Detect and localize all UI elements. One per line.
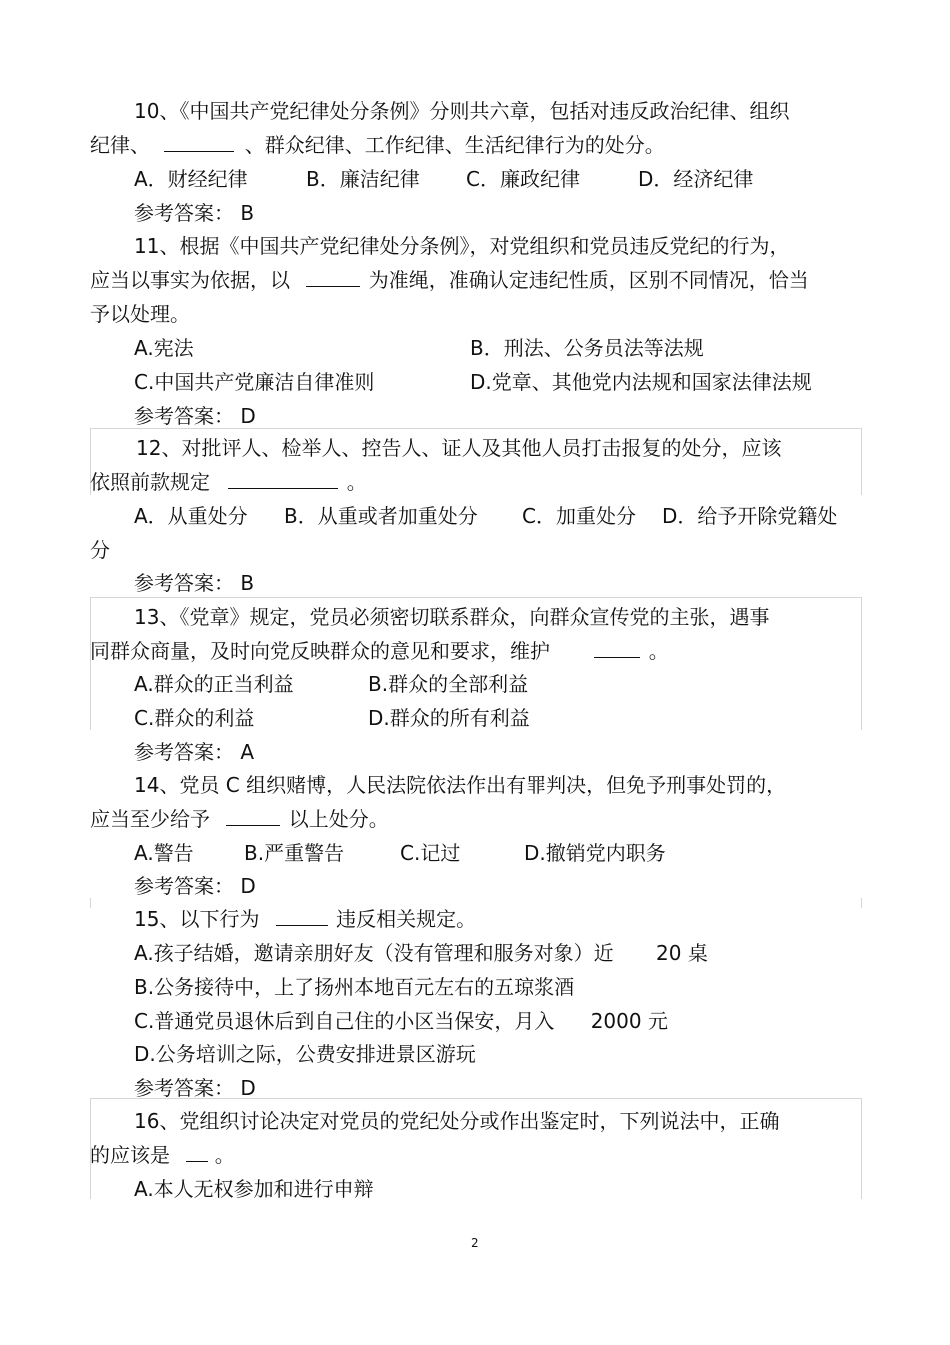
q15-stem-part1: 15、以下行为	[134, 907, 260, 931]
q14-stem-part2: 以上处分。	[288, 807, 389, 831]
q13-option-a: A.群众的正当利益	[134, 672, 294, 696]
q14-stem-line2	[90, 807, 389, 831]
q10-option-a: A．财经纪律	[134, 167, 248, 191]
q15-stem-part2: 违反相关规定。	[336, 907, 477, 931]
q16-option-a: A.本人无权参加和进行申辩	[134, 1177, 374, 1201]
q15-option-d: D.公务培训之际，公费安排进景区游玩	[134, 1042, 476, 1066]
q13-stem-line2	[90, 639, 669, 663]
q10-stem-line1: 10、《中国共产党纪律处分条例》分则共六章，包括对违反政治纪律、组织	[134, 99, 790, 123]
q12-answer: 参考答案： B	[134, 571, 255, 595]
q16-blank	[186, 1143, 208, 1162]
q13-stem-part1: 同群众商量，及时向党反映群众的意见和要求，维护	[90, 639, 550, 663]
q14-stem-line1: 14、党员 C 组织赌博，人民法院依法作出有罪判决，但免予刑事处罚的，	[134, 773, 787, 797]
q12-option-a: A．从重处分	[134, 504, 248, 528]
q14-option-d: D.撤销党内职务	[524, 841, 666, 865]
q10-option-c: C．廉政纪律	[466, 167, 580, 191]
q11-stem-line1: 11、根据《中国共产党纪律处分条例》，对党组织和党员违反党纪的行为，	[134, 234, 790, 258]
q12-option-d-wrap: 分	[90, 538, 110, 562]
q14-option-c: C.记过	[400, 841, 461, 865]
q11-option-d: D.党章、其他党内法规和国家法律法规	[470, 370, 812, 394]
q14-blank	[226, 807, 280, 826]
q12-stem-line2	[90, 470, 367, 494]
q15-option-c	[134, 1009, 668, 1033]
q14-option-b: B.严重警告	[244, 841, 345, 865]
q14-option-a: A.警告	[134, 841, 194, 865]
q10-option-d: D．经济纪律	[638, 167, 754, 191]
q12-option-d: D．给予开除党籍处	[662, 504, 838, 528]
q10-option-b: B．廉洁纪律	[306, 167, 420, 191]
q11-option-b: B．刑法、公务员法等法规	[470, 336, 704, 360]
q10-stem-line2	[90, 133, 665, 157]
q15-option-a-text: A.孩子结婚，邀请亲朋好友（没有管理和服务对象）近	[134, 941, 614, 965]
q16-stem-line1: 16、党组织讨论决定对党员的党纪处分或作出鉴定时，下列说法中，正确	[134, 1109, 780, 1133]
q12-stem-line1: 12、对批评人、检举人、控告人、证人及其他人员打击报复的处分，应该	[136, 436, 782, 460]
page-number: 2	[471, 1236, 479, 1250]
q13-option-d: D.群众的所有利益	[368, 706, 530, 730]
q11-option-a: A.宪法	[134, 336, 194, 360]
q11-stem-part1: 应当以事实为依据，以	[90, 268, 290, 292]
q10-stem-part1: 纪律、	[90, 133, 150, 157]
q11-stem-line2	[90, 268, 809, 292]
q11-option-c: C.中国共产党廉洁自律准则	[134, 370, 375, 394]
q10-blank	[164, 133, 234, 152]
q12-stem-part2: 。	[346, 470, 367, 494]
q15-stem	[134, 907, 476, 931]
q11-blank	[306, 268, 360, 287]
q15-option-c-text: C.普通党员退休后到自己住的小区当保安，月入	[134, 1009, 555, 1033]
q10-stem-part2: 、群众纪律、工作纪律、生活纪律行为的处分。	[244, 133, 665, 157]
q13-stem-part2: 。	[648, 639, 669, 663]
q16-stem-part1: 的应该是	[90, 1143, 170, 1167]
q11-answer: 参考答案： D	[134, 404, 256, 428]
q14-stem-part1: 应当至少给予	[90, 807, 210, 831]
q13-blank	[594, 639, 640, 658]
q15-answer: 参考答案： D	[134, 1076, 256, 1100]
q15-option-b: B.公务接待中，上了扬州本地百元左右的五琼浆酒	[134, 975, 575, 999]
q10-answer: 参考答案： B	[134, 201, 255, 225]
q13-option-c: C.群众的利益	[134, 706, 255, 730]
q12-blank	[228, 470, 338, 489]
q15-option-c-num: 2000 元	[590, 1009, 668, 1033]
q11-stem-line3: 予以处理。	[90, 302, 190, 326]
q15-option-a	[134, 941, 708, 965]
q14-answer: 参考答案： D	[134, 874, 256, 898]
q12-stem-part1: 依照前款规定	[90, 470, 210, 494]
q13-stem-line1: 13、《党章》规定，党员必须密切联系群众，向群众宣传党的主张，遇事	[134, 605, 770, 629]
q15-option-a-num: 20 桌	[656, 941, 708, 965]
q12-option-c: C．加重处分	[522, 504, 636, 528]
q16-stem-part2: 。	[214, 1143, 235, 1167]
q15-blank	[276, 907, 328, 926]
q13-answer: 参考答案： A	[134, 740, 255, 764]
q13-option-b: B.群众的全部利益	[368, 672, 529, 696]
q16-stem-line2	[90, 1143, 235, 1167]
q11-stem-part2: 为准绳，准确认定违纪性质，区别不同情况，恰当	[368, 268, 809, 292]
q12-option-b: B．从重或者加重处分	[284, 504, 478, 528]
